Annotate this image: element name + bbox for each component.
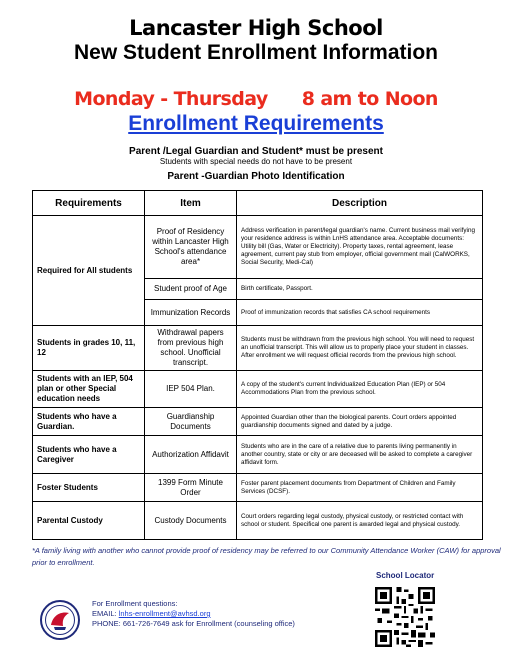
contact-heading: For Enrollment questions: [92,599,178,608]
item-cell: Student proof of Age [145,279,237,300]
item-cell: Authorization Affidavit [145,436,237,474]
description-cell: Court orders regarding legal custody, physical custody, or restricted contact with school or student. Specifical one parent is awarded legal and physical custody. [237,502,483,540]
item-cell: Withdrawal papers from previous high school. Unofficial transcript. [145,326,237,371]
description-cell: Proof of immunization records that satisfies CA school requirements [237,300,483,326]
requirement-cell: Students in grades 10, 11, 12 [33,326,145,371]
header-item: Item [145,191,237,216]
phone-number: 661-726-7649 ask for Enrollment (counseling office) [122,619,295,628]
item-cell: Guardianship Documents [145,408,237,436]
requirement-cell: Parental Custody [33,502,145,540]
photo-id-note: Parent -Guardian Photo Identification [167,171,345,182]
phone-label: PHONE: [92,619,121,628]
table-row [33,216,483,279]
header-requirements: Requirements [33,191,145,216]
description-cell: Foster parent placement documents from Department of Children and Family Services (DCSF). [237,474,483,502]
item-cell: 1399 Form Minute Order [145,474,237,502]
residency-footnote: *A family living with another who cannot provide proof of residency may be referred to our Community Attendance Worker (CAW) for approval prior to enrollment. [32,546,501,567]
presence-note: Parent /Legal Guardian and Student* must be present [129,146,383,157]
table-row [33,436,483,474]
office-hours [0,88,512,110]
table-row [33,371,483,408]
requirement-cell: Students with an IEP, 504 plan or other Special education needs [33,371,145,408]
requirement-cell: Students who have a Caregiver [33,436,145,474]
email-link[interactable]: lnhs-enrollment@avhsd.org [118,609,211,618]
item-cell: Proof of Residency within Lancaster High School's attendance area* [145,216,237,279]
table-row [33,326,483,371]
contact-block [92,599,295,629]
requirement-cell: Foster Students [33,474,145,502]
description-cell: A copy of the student's current Individualized Education Plan (IEP) or 504 Accommodations Plan from the previous school. [237,371,483,408]
description-cell: Students must be withdrawn from the previous high school. You will need to request an unofficial transcript. This will allow us to properly place your student in classes. After enrollment we will request official records from the previous high school. [237,326,483,371]
contact-email-line [92,609,295,619]
special-needs-note: Students with special needs do not have to be present [159,157,353,166]
office-days: Monday - Thursday [74,88,268,110]
contact-phone-line [92,619,295,629]
item-cell: IEP 504 Plan. [145,371,237,408]
requirements-title: Enrollment Requirements [128,112,384,135]
description-cell: Appointed Guardian other than the biological parents. Court orders appointed guardianship documents signed and dated by a judge. [237,408,483,436]
requirement-cell: Required for All students [33,216,145,326]
description-cell: Students who are in the care of a relative due to parents living permanently in another country, state or city or are deceased will be asked to complete a caregiver affidavit form. [237,436,483,474]
table-row [33,502,483,540]
item-cell: Custody Documents [145,502,237,540]
item-cell: Immunization Records [145,300,237,326]
school-title: Lancaster High School [129,16,383,40]
school-seal-icon [40,600,80,640]
school-locator-label: School Locator [376,571,435,580]
table-row [33,474,483,502]
description-cell: Birth certificate, Passport. [237,279,483,300]
office-time: 8 am to Noon [301,88,438,110]
qr-code-icon [375,587,435,647]
header-description: Description [237,191,483,216]
requirements-table [32,190,483,540]
page-subtitle: New Student Enrollment Information [73,41,438,64]
email-label: EMAIL: [92,609,117,618]
description-cell: Address verification in parent/legal guardian's name. Current business mail verifying your residence address is within LnHS attendance area. Acceptable documents: Utility bill (Gas, Water or Electricity). Property taxes, rental agreement, lease agreement, current pay stub from employer, official government mail (CalWORKS, Social Security, Medi-Cal) [237,216,483,279]
requirement-cell: Students who have a Guardian. [33,408,145,436]
table-header-row [33,191,483,216]
table-row [33,408,483,436]
